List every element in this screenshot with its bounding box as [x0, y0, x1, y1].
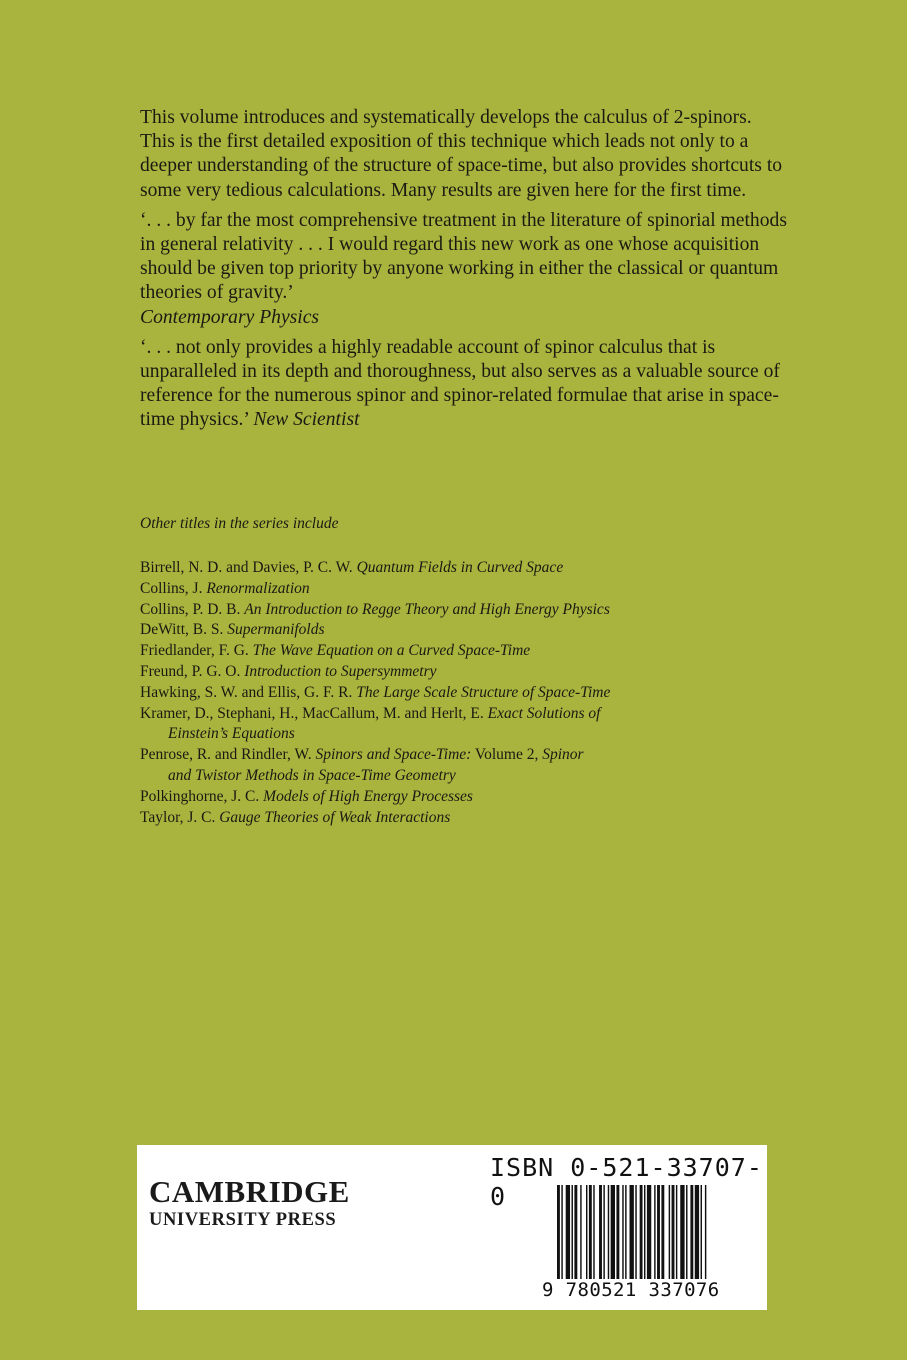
list-item	[140, 745, 780, 787]
barcode-bar	[672, 1185, 675, 1291]
barcode-bar	[566, 1185, 570, 1291]
barcode-bar	[603, 1185, 604, 1291]
publisher-name: CAMBRIDGE	[149, 1174, 350, 1209]
title: Quantum Fields in Curved Space	[356, 559, 564, 576]
list-item	[140, 662, 780, 683]
title: Supermanifolds	[227, 621, 325, 639]
list-item	[140, 579, 780, 600]
author: Hawking, S. W. and Ellis, G. F. R.	[140, 683, 353, 701]
author: Collins, J.	[140, 579, 203, 597]
title: The Large Scale Structure of Space-Time	[356, 683, 611, 701]
author: Polkinghorne, J. C.	[140, 787, 260, 805]
barcode-bar	[695, 1185, 699, 1291]
barcode-bar	[574, 1185, 577, 1291]
publisher-logo	[149, 1175, 350, 1231]
title-continued: and Twistor Methods in Space-Time Geometry	[168, 766, 456, 784]
list-item	[140, 704, 780, 746]
barcode-bar	[561, 1185, 562, 1291]
barcode-bar	[676, 1185, 677, 1291]
barcode-bar	[640, 1185, 643, 1291]
barcode-icon	[557, 1185, 752, 1291]
list-item	[140, 808, 780, 829]
author: Freund, P. G. O.	[140, 662, 241, 680]
author: Friedlander, F. G.	[140, 642, 249, 660]
title: Introduction to Supersymmetry	[244, 662, 437, 680]
review-text: ‘. . . by far the most comprehensive treatment in the literature of spinorial methods in general relativity . . . I would regard this new work as one whose acquisition should be given top priority by anyone working in either the classical or quantum theories of gravity.’	[140, 209, 787, 304]
footer-panel	[137, 1145, 767, 1310]
barcode-number: 9 780521 337076	[542, 1279, 764, 1301]
author: Taylor, J. C.	[140, 808, 216, 826]
list-item	[140, 620, 780, 641]
barcode-bar	[608, 1185, 609, 1291]
list-item	[140, 600, 780, 621]
barcode-bar	[599, 1185, 602, 1291]
author: Penrose, R. and Rindler, W.	[140, 746, 312, 764]
volume: Volume 2,	[471, 746, 543, 764]
series-list	[140, 558, 780, 828]
barcode-bar	[654, 1185, 655, 1291]
description: This volume introduces and systematically develops the calculus of 2-spinors. This is the first detailed exposition of this technique which leads not only to a deeper understanding of the structure of space-time, but also provides shortcuts to some very tedious calculations. Many results are given here for the first time.	[140, 107, 783, 201]
list-item	[140, 558, 780, 579]
author: Kramer, D., Stephani, H., MacCallum, M. and Herlt, E.	[140, 704, 484, 722]
barcode-bar	[630, 1185, 634, 1291]
barcode-bar	[701, 1185, 702, 1291]
author: Birrell, N. D. and Davies, P. C. W.	[140, 559, 353, 576]
title: Models of High Energy Processes	[263, 787, 473, 805]
barcode-bar	[616, 1185, 619, 1291]
title-continued: Einstein’s Equations	[168, 725, 295, 743]
barcode-bar	[557, 1185, 560, 1291]
barcode-bar	[647, 1185, 651, 1291]
title: Spinors and Space-Time:	[315, 746, 472, 764]
barcode-bar	[661, 1185, 664, 1291]
title-part: Spinor	[542, 746, 584, 764]
title: Renormalization	[206, 579, 310, 597]
barcode-bar	[586, 1185, 587, 1291]
list-item	[140, 683, 780, 704]
barcode-bar	[572, 1185, 573, 1291]
title: Exact Solutions of	[487, 704, 601, 722]
barcode-bar	[705, 1185, 706, 1291]
barcode-bar	[622, 1185, 623, 1291]
review-text: ‘. . . not only provides a highly readable account of spinor calculus that is unparalleled in its depth and thoroughness, but also serves as a valuable source of reference for the numerous spinor and spinor-related formulae that arise in space-time physics.’	[140, 336, 780, 431]
barcode-bar	[690, 1185, 693, 1291]
list-item	[140, 787, 780, 808]
review-contemporary-physics	[140, 209, 790, 330]
back-cover-blurb	[140, 106, 790, 439]
review-source: New Scientist	[253, 409, 360, 431]
title: An Introduction to Regge Theory and High Energy Physics	[244, 600, 610, 618]
barcode-bar	[686, 1185, 687, 1291]
publisher-subtitle: UNIVERSITY PRESS	[149, 1210, 337, 1230]
barcode-bar	[644, 1185, 645, 1291]
barcode-bar	[669, 1185, 670, 1291]
author: DeWitt, B. S.	[140, 621, 224, 639]
isbn-label: ISBN 0-521-33707-0	[490, 1153, 763, 1211]
list-item	[140, 641, 780, 662]
barcode-bar	[593, 1185, 594, 1291]
author: Collins, P. D. B.	[140, 600, 241, 618]
review-source: Contemporary Physics	[140, 306, 320, 328]
barcode-bar	[657, 1185, 660, 1291]
barcode-bar	[625, 1185, 626, 1291]
series-intro: Other titles in the series include	[140, 515, 339, 532]
barcode-bar	[635, 1185, 636, 1291]
barcode-bar	[680, 1185, 684, 1291]
title: The Wave Equation on a Curved Space-Time	[252, 642, 531, 660]
barcode-bar	[589, 1185, 592, 1291]
title: Gauge Theories of Weak Interactions	[219, 808, 451, 826]
review-new-scientist	[140, 336, 790, 433]
barcode-bar	[611, 1185, 615, 1291]
barcode-bar	[580, 1185, 581, 1291]
